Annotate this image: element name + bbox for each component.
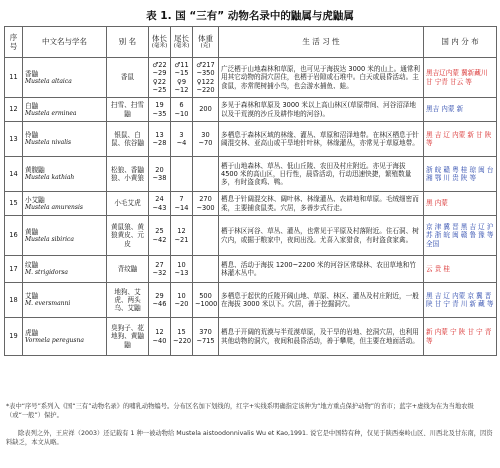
cell-tail: 15 ~220 [171,318,193,356]
cell-weight: 30 ~70 [193,122,219,157]
cell-tail [171,157,193,192]
table-row [5,98,497,122]
species-chinese-name: 小艾鼬 [25,195,45,204]
cell-weight: 500 ~1000 [193,283,219,318]
header-length: 体长 (毫米) [149,27,171,58]
cell-distribution: 黑吉辽内蒙 冀新藏川甘 宁青 甘云 等 [424,58,497,98]
cell-habit: 栖于山地森林、草丛、低山丘陵、农田及村庄附近。亦见于海拔 4500 米的高山区，日行性，晨昏活动，行动迅速快捷，繁殖数量多，有时盗食鸡、鸭。 [219,157,424,192]
cell-tail: 7 ~14 [171,192,193,216]
header-habit: 生 活 习 性 [219,27,424,58]
cell-habit: 栖息于针阔混交林、阔叶林、林缘灌丛、农耕地和草原。毛绒细密而柔，主要捕食鼠类。穴居，多善步式行走。 [219,192,424,216]
cell-distribution: 黑吉 内蒙 新 [424,98,497,122]
cell-distribution: 黑 吉 辽 内蒙 新 甘 陕 等 [424,122,497,157]
cell-tail: 10 ~20 [171,283,193,318]
species-chinese-name: 黄鼬 [25,227,39,236]
cell-habit: 栖息于开阔的荒漠与半荒漠草原，及干旱的岩地、挖洞穴居，也利用其他动物的洞穴，夜间和晨昏活动，善于攀爬，但主要在地面活动。 [219,318,424,356]
species-latin-name: M. strigidorsa [25,269,68,277]
cell-name [23,192,107,216]
species-chinese-name: 白鼬 [25,101,39,110]
header-name: 中文名与学名 [23,27,107,58]
cell-no: 16 [5,216,23,256]
cell-name [23,256,107,283]
species-latin-name: M. eversmanni [25,300,71,308]
footnote-1: *表中“序号”系列入《国“三有”动物名录》的哺乳动物编号。分布区名加下划线的，红字+实线系明确指定该种为“地方重点保护动物”的省市；蓝字+虚线为在为当地农级（或“一般”）保护。 [6,403,474,419]
table-row [5,216,497,256]
species-chinese-name: 纹鼬 [25,261,39,270]
cell-habit: 栖于林区河谷、草丛、灌丛，也常见于平原及村落附近。住石洞、树穴内，或掘于粮家中，夜间出没。尤喜入家猎食，有时盗食家禽。 [219,216,424,256]
table-title: 表 1. 国 “三有” 动物名录中的鼬属与虎鼬属 [146,10,354,22]
cell-name [23,98,107,122]
species-latin-name: Mustela kathiah [25,174,75,182]
header-tail: 尾长 (毫米) [171,27,193,58]
table-row [5,192,497,216]
header-weight: 体重 (克) [193,27,219,58]
footnote-2: 除表列之外，王应祥（2003）还记载有 1 种一被动物给 Mustela aistoodonnivalis Wu et Kao,1991. 说它是中国特有种，仅见于陕西秦岭山区、川西北及甘东南，因资料缺乏，本文从略。 [6,430,493,446]
cell-length: 19 ~35 [149,98,171,122]
cell-habit: 多栖息于森林区域的林缘、灌丛、草原和沼泽地带。在林区栖息于针阔混交林、亚高山或干旱地针叶林，林缘灌丛，亦常见于草原地带。 [219,122,424,157]
cell-habit: 多栖息于起伏的丘陵开阔山地、草原、林区、灌丛及村庄附近，一般在海拔 3000 米以下。穴居，善于挖掘洞穴。 [219,283,424,318]
species-chinese-name: 艾鼬 [25,292,39,301]
cell-alias: 松狼、香鼬狼、小黄狼 [107,157,149,192]
cell-tail: ♂11 ~15 ♀9 ~12 [171,58,193,98]
cell-name [23,283,107,318]
cell-weight: 370 ~715 [193,318,219,356]
cell-alias: 背纹鼬 [107,256,149,283]
header-distribution: 国 内 分 布 [424,27,497,58]
cell-alias: 扫雪、扫雪鼬 [107,98,149,122]
cell-habit: 多见于森林和草原及 3000 米以上高山林区(草原带间、河谷沼泽地以及干荒漠的沙丘及耕作地的河谷)。 [219,98,424,122]
cell-weight [193,216,219,256]
table-row [5,256,497,283]
species-latin-name: Mustela nivalis [25,139,72,147]
table-row [5,283,497,318]
cell-weight [193,157,219,192]
cell-no: 19 [5,318,23,356]
cell-name [23,157,107,192]
cell-name [23,122,107,157]
header-alias: 别 名 [107,27,149,58]
cell-length: 20 ~38 [149,157,171,192]
cell-weight: 200 [193,98,219,122]
cell-name [23,216,107,256]
cell-weight [193,256,219,283]
cell-alias: 黄鼠狼、黄狼黄皮、元皮 [107,216,149,256]
table-body [5,58,497,356]
cell-no: 15 [5,192,23,216]
cell-weight: 270 ~300 [193,192,219,216]
cell-distribution: 黑 吉 辽 内蒙 京 冀 晋 陕 甘 宁 青 川 新 藏 等 [424,283,497,318]
cell-length: 13 ~28 [149,122,171,157]
species-chinese-name: 黄腹鼬 [25,166,45,175]
cell-distribution: 新 内蒙 宁 陕 甘 宁 青 等 [424,318,497,356]
species-chinese-name: 虎鼬 [25,328,39,337]
cell-no: 11 [5,58,23,98]
cell-habit: 广泛栖于山地森林和草原，也可见于海拔达 3000 米的山上。通常利用其它动物的洞穴居住，也栖于岩隙或石堆中。白天或晨昏活动。主食鼠，亦常爬树捕小鸟，也会游水捕鱼、蛙。 [219,58,424,98]
species-latin-name: Vormela peregusna [25,336,84,344]
table-row [5,318,497,356]
cell-alias: 地狗、艾虎、两头乌、艾鼬 [107,283,149,318]
cell-distribution: 浙 皖 赣 粤 桂 琼 闽 台湘 鄂 川 贵 陕 等 [424,157,497,192]
cell-name [23,318,107,356]
cell-alias: 银鼠、白鼠、依谷鼬 [107,122,149,157]
cell-no: 13 [5,122,23,157]
cell-tail: 10 ~13 [171,256,193,283]
table-row [5,58,497,98]
cell-habit: 栖息、活动于海拔 1200~2200 米的河谷区常绿林、农田草地和竹林灌木丛中。 [219,256,424,283]
cell-tail: 6 ~10 [171,98,193,122]
cell-no: 14 [5,157,23,192]
cell-no: 17 [5,256,23,283]
cell-distribution: 京 津 冀 晋 黑 吉 辽 沪 苏 浙 皖 闽 赣 鲁 豫 等全国 [424,216,497,256]
table-row [5,157,497,192]
cell-alias: 香鼠 [107,58,149,98]
header-no: 序号 [5,27,23,58]
table-row [5,122,497,157]
table-header-row [5,27,497,58]
species-latin-name: Mustela altaica [25,77,72,85]
species-latin-name: Mustela amurensis [25,203,83,211]
species-latin-name: Mustela erminea [25,109,77,117]
cell-tail: 12 ~21 [171,216,193,256]
cell-distribution: 黑 内蒙 [424,192,497,216]
species-chinese-name: 伶鼬 [25,131,39,140]
cell-length: 25 ~42 [149,216,171,256]
cell-no: 18 [5,283,23,318]
cell-weight: ♂217 ~350 ♀122 ~220 [193,58,219,98]
cell-name [23,58,107,98]
cell-length: 12 ~40 [149,318,171,356]
cell-length: 29 ~46 [149,283,171,318]
cell-length: 27 ~32 [149,256,171,283]
cell-distribution: 云 贵 桂 [424,256,497,283]
cell-no: 12 [5,98,23,122]
cell-alias: 臭狗子、花地狗、黄鼬鼬 [107,318,149,356]
species-chinese-name: 香鼬 [25,69,39,78]
cell-length: 24 ~43 [149,192,171,216]
cell-length: ♂22 ~29 ♀22 ~25 [149,58,171,98]
cell-alias: 小毛艾虎 [107,192,149,216]
species-latin-name: Mustela sibirica [25,235,74,243]
cell-tail: 3 ~4 [171,122,193,157]
species-table [4,26,497,356]
